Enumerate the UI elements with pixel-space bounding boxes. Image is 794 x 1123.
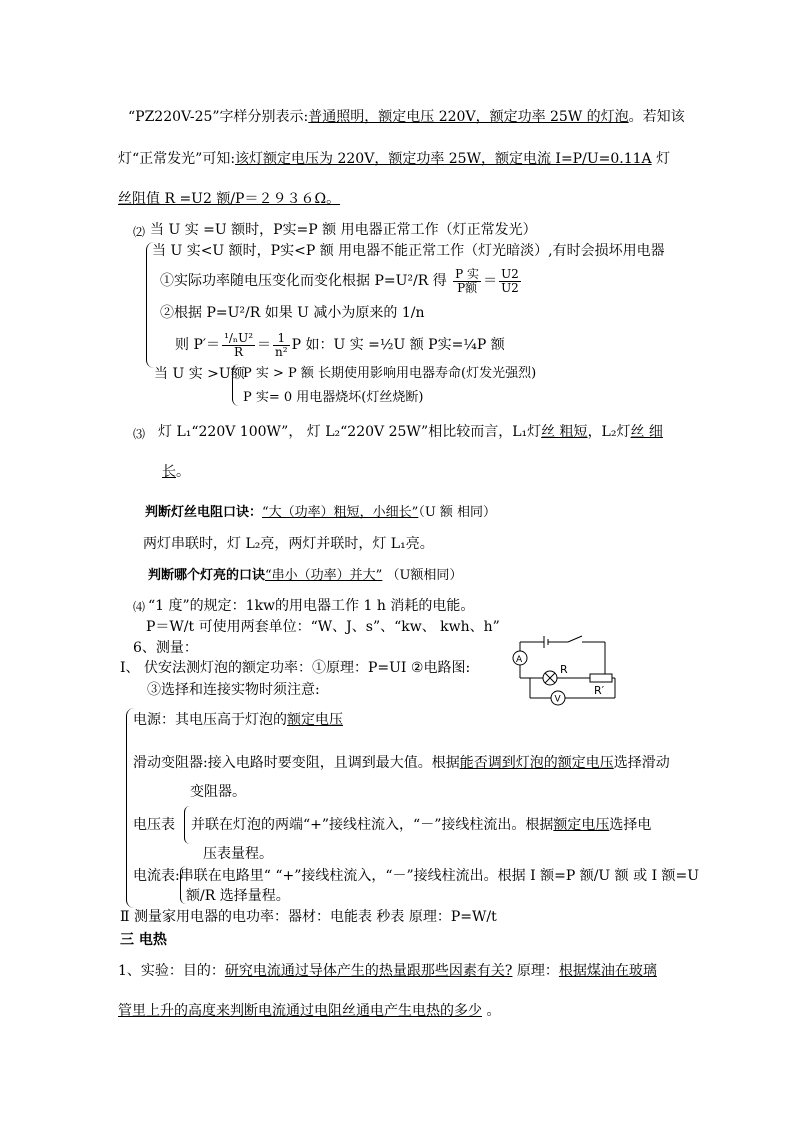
s3-l1-text: 灯 L₁“220V 100W”， 灯 L₂“220V 25W”相比较而言，L₁灯 [158,424,542,440]
s2-l3-text: ①实际功率随电压变化而变化根据 P=U²/R 得 [160,273,447,290]
volt-answer: 额定电压 [553,817,610,833]
voltmeter-note-label: 电压表 [133,817,175,833]
frac3-num: ¹/ₙU² [224,331,254,345]
s2-line-7: P 实= 0 用电器烧坏(灯丝烧断) [243,390,424,405]
rule2-note: （U额相同） [382,568,463,583]
heat-section-title: 三 电热 [120,932,167,948]
s3-rule-1 [145,505,496,521]
heat-l1-mid: 原理： [512,963,559,979]
s2-l5-frac2 [273,332,290,358]
s2-l3-frac2 [499,268,521,294]
rule2-answer: “串小（功率）并大” [265,568,383,583]
rule1-label: 判断灯丝电阻口诀： [145,505,263,520]
s3-l2-period: 。 [176,464,190,480]
voltmeter-note-2: 压表量程。 [203,846,273,862]
frac4-num: 1 [273,332,290,346]
s2-line-6: 当 U 实 >U额 [154,366,245,382]
intro-2-text: 灯“正常发光”可知: [118,151,236,167]
ammeter-label: A [516,655,523,665]
rule2-label: 判断哪个灯亮的口诀 [148,568,266,583]
section-4-label: ⑷ [133,600,146,614]
frac4-den: n² [275,344,288,359]
s3-rule-2 [148,568,462,584]
s3-l1-answer1: 丝 粗短 [541,424,588,440]
rheo-tail: 选择滑动 [613,755,670,771]
heat-l2-tail: 。 [482,1003,501,1019]
intro-line-1 [128,109,685,126]
intro-1-tail: 。若知该 [628,109,685,125]
s3-line-1 [158,424,663,441]
frac2-num: U2 [501,267,519,281]
s2-line-3 [160,268,523,294]
power-text: 电源：其电压高于灯泡的 [133,712,287,728]
s3-l1-answer2: 丝 细 [630,424,663,440]
frac1-den: P额 [457,280,478,295]
rheostat-note [133,755,670,772]
ammeter-note-2: 额/R 选择量程。 [186,888,290,904]
s2-line-4: ②根据 P=U²/R 如果 U 减小为原来的 1/n [160,305,425,321]
heat-l2-answer: 管里上升的高度来判断电流通过电阻丝通电产生电热的多少 [118,1003,482,1019]
intro-1-text: “PZ220V-25”字样分别表示: [128,109,309,125]
rheo-answer: 能否调到灯泡的额定电压 [459,755,614,771]
s2-inner-brace [232,364,239,406]
voltmeter-note [191,817,651,834]
heat-line-2 [118,1003,500,1020]
s4-line-1: “1 度”的规定：1kw的用电器工作 1 h 消耗的电能。 [148,598,475,614]
power-note [133,712,343,729]
amp-label: 电流表: [133,868,180,884]
s6-line-3: Ⅱ 测量家用电器的电功率：器材：电能表 秒表 原理：P=W/t [120,909,497,925]
heat-l1-text: 1、实验：目的： [118,963,225,979]
ammeter-note [133,868,699,885]
rule1-note: （U 额 相同） [418,505,497,520]
s2-l5-eq: ＝ [257,337,272,354]
rheo-text: 滑动变阻器:接入电路时要变阻，且调到最大值。根据 [133,755,460,771]
s3-l1-mid: ，L₂灯 [587,424,631,440]
intro-2-answer: 该灯额定电压为 220V，额定功率 25W，额定电流 I=P/U=0.11A [235,151,652,167]
heat-l1-answer2: 根据煤油在玻璃 [558,963,657,979]
frac1-num: P 实 [455,267,480,281]
s4-line-2: P＝W/t 可使用两套单位：“W、J、s”、“kw、 kwh、h” [146,619,500,635]
s2-l5-frac1 [222,332,255,358]
voltmeter-brace [184,806,190,844]
s2-line-6a: P 实 > P 额 长期使用影响用电器寿命(灯发光强烈) [243,366,537,381]
s3-line-3: 两灯串联时，灯 L₂亮，两灯并联时，灯 L₁亮。 [143,536,434,552]
s6-title: 6、测量： [133,640,198,656]
s2-line-5 [175,332,505,358]
frac2-den: U2 [501,280,519,295]
resistor-label: R [560,663,568,676]
amp-text: 串联在电路里“ “+”接线柱流入，“－”接线柱流出。根据 I 额=P 额/U 额 或 I 额=U [179,868,700,884]
rule1-answer: “大（功率）粗短，小细长” [262,505,419,520]
circuit-diagram [510,630,620,710]
s6-line-1: Ⅰ、 伏安法测灯泡的额定功率：①原理：P=UI ②电路图: [120,660,471,676]
s2-l5-text: 则 P′＝ [175,337,221,354]
rheostat-label: R′ [594,684,605,697]
intro-line-3: 丝阻值 R =U2 额/P＝２９３６Ω。 [118,191,341,207]
s2-l3-eq: ＝ [483,273,498,290]
s3-l2-answer: 长 [162,464,176,480]
s2-line-1: 当 U 实 =U 额时，P实=P 额 用电器正常工作（灯正常发光） [150,222,537,238]
s3-line-2 [162,464,190,481]
intro-line-2 [118,151,670,168]
s2-l3-frac1 [453,268,481,294]
section-3-label: ⑶ [133,427,146,441]
intro-1-answer: 普通照明，额定电压 220V，额定功率 25W 的灯泡 [308,109,629,125]
rheostat-note-2: 变阻器。 [190,784,246,800]
s2-line-2: 当 U 实<U 额时，P实<P 额 用电器不能正常工作（灯光暗淡）,有时会损坏用电器 [152,243,665,259]
s2-l5-tail: P 如：U 实 =½U 额 P实=¼P 额 [291,337,505,354]
volt-text: 并联在灯泡的两端“+”接线柱流入，“－”接线柱流出。根据 [191,817,554,833]
s6-line-2: ③选择和连接实物时须注意: [147,682,320,698]
voltmeter-label: V [554,694,561,705]
s2-brace [146,242,155,368]
intro-2-tail: 灯 [651,151,671,167]
power-answer: 额定电压 [287,712,343,728]
volt-tail: 选择电 [609,817,652,833]
heat-l1-answer: 研究电流通过导体产生的热量跟那些因素有关? [224,963,513,979]
heat-line-1 [118,963,657,980]
section-2-label: ⑵ [133,225,146,239]
frac3-den: R [234,344,244,359]
